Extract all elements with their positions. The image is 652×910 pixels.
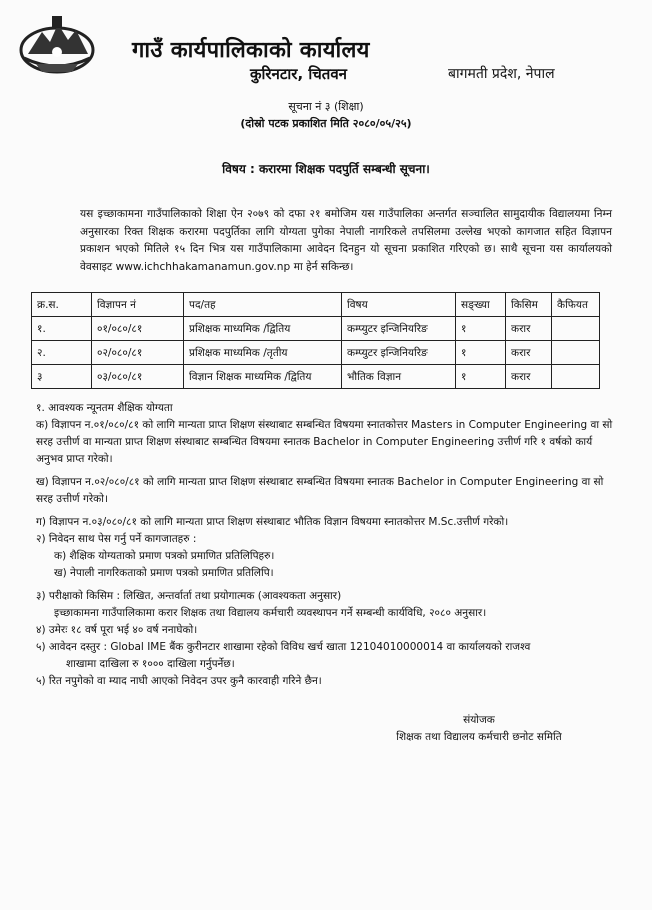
cell-remarks: [552, 365, 600, 389]
qualification-heading: १. आवश्यक न्यूनतम शैक्षिक योग्यता: [36, 402, 173, 414]
government-emblem-icon: [16, 14, 98, 76]
late-application-note: ५) रित नपुगेको वा म्याद नाघी आएको निवेदन उपर कुनै कारवाही गरिने छैन।: [36, 675, 322, 687]
exam-detail: इच्छाकामना गाउँपालिकामा करार शिक्षक तथा विद्यालय कर्मचारी व्यवस्थापन गर्ने सम्बन्धी कार्यविधि, २०८० अनुसार।: [54, 607, 487, 619]
committee-name: शिक्षक तथा विद्यालय कर्मचारी छनोट समिति: [396, 731, 562, 743]
qualification-item: क) विज्ञापन न.०१/०८०/८१ को लागि मान्यता प्राप्त शिक्षण संस्थाबाट सम्बन्धित विषयमा स्नातकोत्तर Masters in Computer Engineering वा सो सरह उत्तीर्ण वा मान्यता प्राप्त शिक्षण संस्थाबाट सम्बन्धित विषयमा स्नातक Bachelor in Computer Engineering उत्तीर्ण गरि १ वर्षको कार्य अनुभव प्राप्त गरेको।: [36, 419, 613, 465]
signatory-role: संयोजक: [463, 714, 495, 726]
table-row: [32, 317, 600, 341]
cell-remarks: [552, 317, 600, 341]
cell-post-level: प्रशिक्षक माध्यमिक /द्वितिय: [184, 317, 342, 341]
cell-serial: २.: [32, 341, 92, 365]
col-header-type: किसिम: [506, 293, 552, 317]
document-item: क) शैक्षिक योग्यताको प्रमाण पत्रको प्रमाणित प्रतिलिपिहरु।: [54, 550, 275, 562]
cell-count: १: [456, 317, 506, 341]
province-name: बागमती प्रदेश, नेपाल: [448, 66, 555, 82]
cell-count: १: [456, 365, 506, 389]
document-item: ख) नेपाली नागरिकताको प्रमाण पत्रको प्रमाणित प्रतिलिपि।: [54, 567, 274, 579]
cell-subject: कम्प्युटर इन्जिनियरिङ: [342, 317, 456, 341]
cell-type: करार: [506, 317, 552, 341]
notice-number: सूचना नं ३ (शिक्षा): [288, 100, 364, 113]
cell-serial: १.: [32, 317, 92, 341]
col-header-remarks: कैफियत: [552, 293, 600, 317]
application-fee: ५) आवेदन दस्तुर : Global IME बैंक कुरीनटार शाखामा रहेको विविध खर्च खाता 12104010000014 वा कार्यालयको राजश्व: [36, 641, 531, 653]
cell-ad-number: ०२/०८०/८१: [92, 341, 184, 365]
office-location: कुरिनटार, चितवन: [250, 65, 347, 83]
qualification-item: ग) विज्ञापन न.०३/०८०/८१ को लागि मान्यता प्राप्त शिक्षण संस्थाबाट भौतिक विज्ञान विषयमा स्नातकोत्तर M.Sc.उत्तीर्ण गरेको।: [36, 516, 509, 528]
cell-post-level: प्रशिक्षक माध्यमिक /तृतीय: [184, 341, 342, 365]
cell-remarks: [552, 341, 600, 365]
table-row: [32, 365, 600, 389]
col-header-post-level: पद/तह: [184, 293, 342, 317]
col-header-ad-number: विज्ञापन नं: [92, 293, 184, 317]
col-header-subject: विषय: [342, 293, 456, 317]
table-row: [32, 341, 600, 365]
cell-type: करार: [506, 341, 552, 365]
notice-intro-paragraph: यस इच्छाकामना गाउँपालिकाको शिक्षा ऐन २०७९ को दफा २१ बमोजिम यस गाउँपालिका अन्तर्गत सञ्चालित सामुदायीक विद्यालयमा निम्न अनुसारका रिक्त शिक्षक करारमा पदपुर्तिका लागि योग्यता पुगेका नेपाली नागरिकले तपसिलमा उल्लेख भएको कागजात सहित विज्ञापन प्रकाशन भएको मितिले १५ दिन भित्र यस गाउँपालिकामा आवेदन दिनहुन यो सूचना प्रकाशित गरिएको छ। साथै सूचना यस कार्यालयको वेवसाइट www.ichchhakamanamun.gov.np मा हेर्न सकिन्छ।: [80, 208, 612, 273]
application-fee-continued: शाखामा दाखिला रु १००० दाखिला गर्नुपर्नेछ।: [66, 658, 235, 670]
cell-ad-number: ०३/०८०/८१: [92, 365, 184, 389]
cell-type: करार: [506, 365, 552, 389]
cell-ad-number: ०१/०८०/८१: [92, 317, 184, 341]
documents-heading: २) निवेदन साथ पेस गर्नु पर्ने कागजातहरु :: [36, 533, 197, 545]
notice-subject: विषय : करारमा शिक्षक पदपुर्ति सम्बन्धी सूचना।: [222, 162, 430, 176]
signature-block: [364, 712, 594, 746]
qualification-item: ख) विज्ञापन न.०२/०८०/८१ को लागि मान्यता प्राप्त शिक्षण संस्थाबाट सम्बन्धित विषयमा स्नातक Bachelor in Computer Engineering वा सो सरह उत्तीर्ण गरेको।: [36, 476, 604, 505]
notice-publish-date: (दोस्रो पटक प्रकाशित मिति २०८०/०५/२५): [240, 117, 412, 130]
col-header-count: सङ्ख्या: [456, 293, 506, 317]
cell-post-level: विज्ञान शिक्षक माध्यमिक /द्वितिय: [184, 365, 342, 389]
exam-heading: ३) परीक्षाको किसिम : लिखित, अन्तर्वार्ता तथा प्रयोगात्मक (आवश्यकता अनुसार): [36, 590, 342, 602]
col-header-serial: क्र.स.: [32, 293, 92, 317]
office-title: गाउँ कार्यपालिकाको कार्यालय: [132, 38, 370, 63]
cell-count: १: [456, 341, 506, 365]
cell-subject: कम्प्युटर इन्जिनियरिङ: [342, 341, 456, 365]
cell-serial: ३: [32, 365, 92, 389]
vacancy-table: [31, 292, 600, 389]
age-requirement: ४) उमेरः १८ वर्ष पूरा भई ४० वर्ष ननाघेको।: [36, 624, 198, 636]
cell-subject: भौतिक विज्ञान: [342, 365, 456, 389]
notice-body: [36, 400, 616, 690]
table-header-row: [32, 293, 600, 317]
